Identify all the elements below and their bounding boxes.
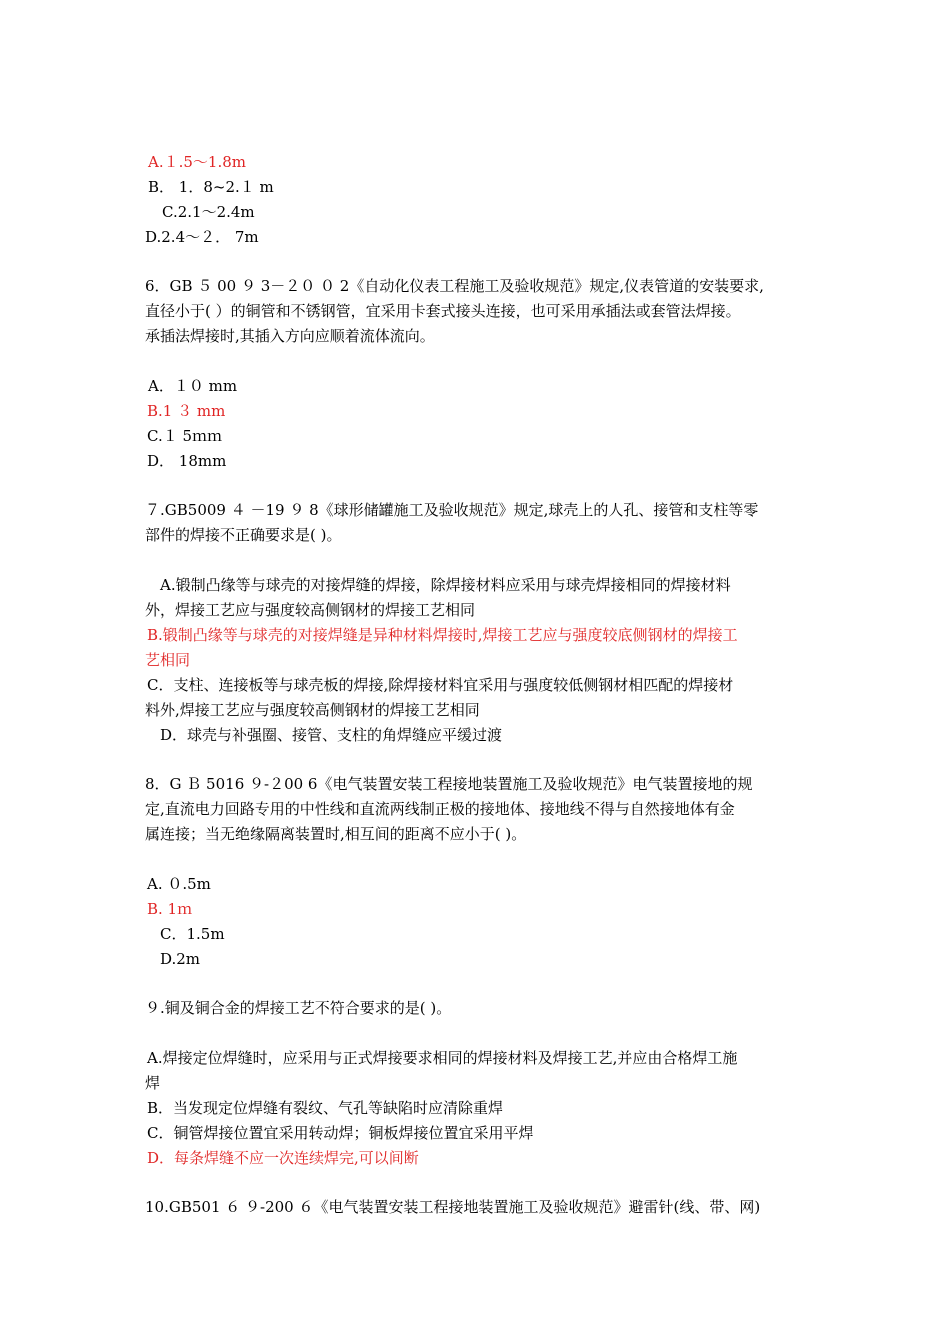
q8-stem-line-1: 8．G Ｂ 5016 ９-２00 6《电气装置安装工程接地装置施工及验收规范》电气装置接地的规 xyxy=(145,775,753,793)
q10-stem-line-1: 10.GB501 ６ ９-200 ６《电气装置安装工程接地装置施工及验收规范》避雷针(线、带、网) xyxy=(145,1198,761,1216)
q6-option-a: A．１０ mm xyxy=(148,377,238,395)
q6-stem-line-2: 直径小于( ）的铜管和不锈钢管，宜采用卡套式接头连接，也可采用承插法或套管法焊接。 xyxy=(145,302,741,320)
q8-stem-line-2: 定,直流电力回路专用的中性线和直流两线制正极的接地体、接地线不得与自然接地体有金 xyxy=(145,800,735,818)
q7-stem-line-2: 部件的焊接不正确要求是( )。 xyxy=(145,526,342,544)
q9-stem: ９.铜及铜合金的焊接工艺不符合要求的是( )。 xyxy=(145,999,452,1017)
q7-option-c-line-1: C．支柱、连接板等与球壳板的焊接,除焊接材料宜采用与强度较低侧钢材相匹配的焊接材 xyxy=(147,676,734,694)
q7-option-a-line-2: 外，焊接工艺应与强度较高侧钢材的焊接工艺相同 xyxy=(145,601,476,619)
q6-stem-line-3: 承插法焊接时,其插入方向应顺着流体流向。 xyxy=(145,327,435,345)
q5-option-b: B． 1．8~2.１ m xyxy=(148,178,274,196)
q5-option-c: C.2.1～2.4m xyxy=(162,203,255,221)
q7-option-b-line-2: 艺相同 xyxy=(145,651,191,669)
q9-option-b: B．当发现定位焊缝有裂纹、气孔等缺陷时应清除重焊 xyxy=(147,1099,504,1117)
q9-option-a-line-1: A.焊接定位焊缝时，应采用与正式焊接要求相同的焊接材料及焊接工艺,并应由合格焊工施 xyxy=(147,1049,738,1067)
q9-option-a-line-2: 焊 xyxy=(145,1074,161,1092)
q9-option-c: C．铜管焊接位置宜采用转动焊；铜板焊接位置宜采用平焊 xyxy=(147,1124,534,1142)
q5-option-a: A.１.5～1.8m xyxy=(148,153,246,171)
q8-stem-line-3: 属连接；当无绝缘隔离装置时,相互间的距离不应小于( )。 xyxy=(145,825,527,843)
q6-option-c: C.１ 5ｍｍ xyxy=(147,427,223,445)
q7-option-a-line-1: A.锻制凸缘等与球壳的对接焊缝的焊接，除焊接材料应采用与球壳焊接相同的焊接材料 xyxy=(160,576,731,594)
q7-option-b-line-1: B.锻制凸缘等与球壳的对接焊缝是异种材料焊接时,焊接工艺应与强度较底侧钢材的焊接工 xyxy=(147,626,738,644)
q6-stem-line-1: 6．GB ５ 00 ９ 3－２０ ０ 2《自动化仪表工程施工及验收规范》规定,仪表管道的安装要求, xyxy=(145,277,764,295)
q8-option-a: A. ０.5m xyxy=(147,875,211,893)
q9-option-d: D．每条焊缝不应一次连续焊完,可以间断 xyxy=(147,1149,419,1167)
q8-option-c: C．1.5m xyxy=(160,925,225,943)
q7-option-c-line-2: 料外,焊接工艺应与强度较高侧钢材的焊接工艺相同 xyxy=(145,701,480,719)
q8-option-b: B. 1ｍ xyxy=(147,900,193,918)
q6-option-b: B.1 ３ mm xyxy=(147,402,226,420)
q5-option-d: D.2.4～２． 7m xyxy=(145,228,259,246)
q8-option-d: D.2m xyxy=(160,950,201,968)
q7-stem-line-1: ７.GB5009 ４ －19 ９ 8《球形储罐施工及验收规范》规定,球壳上的人孔、接管和支柱等零 xyxy=(145,501,759,519)
q6-option-d: D． 18mm xyxy=(147,452,227,470)
q7-option-d: D．球壳与补强圈、接管、支柱的角焊缝应平缓过渡 xyxy=(160,726,503,744)
